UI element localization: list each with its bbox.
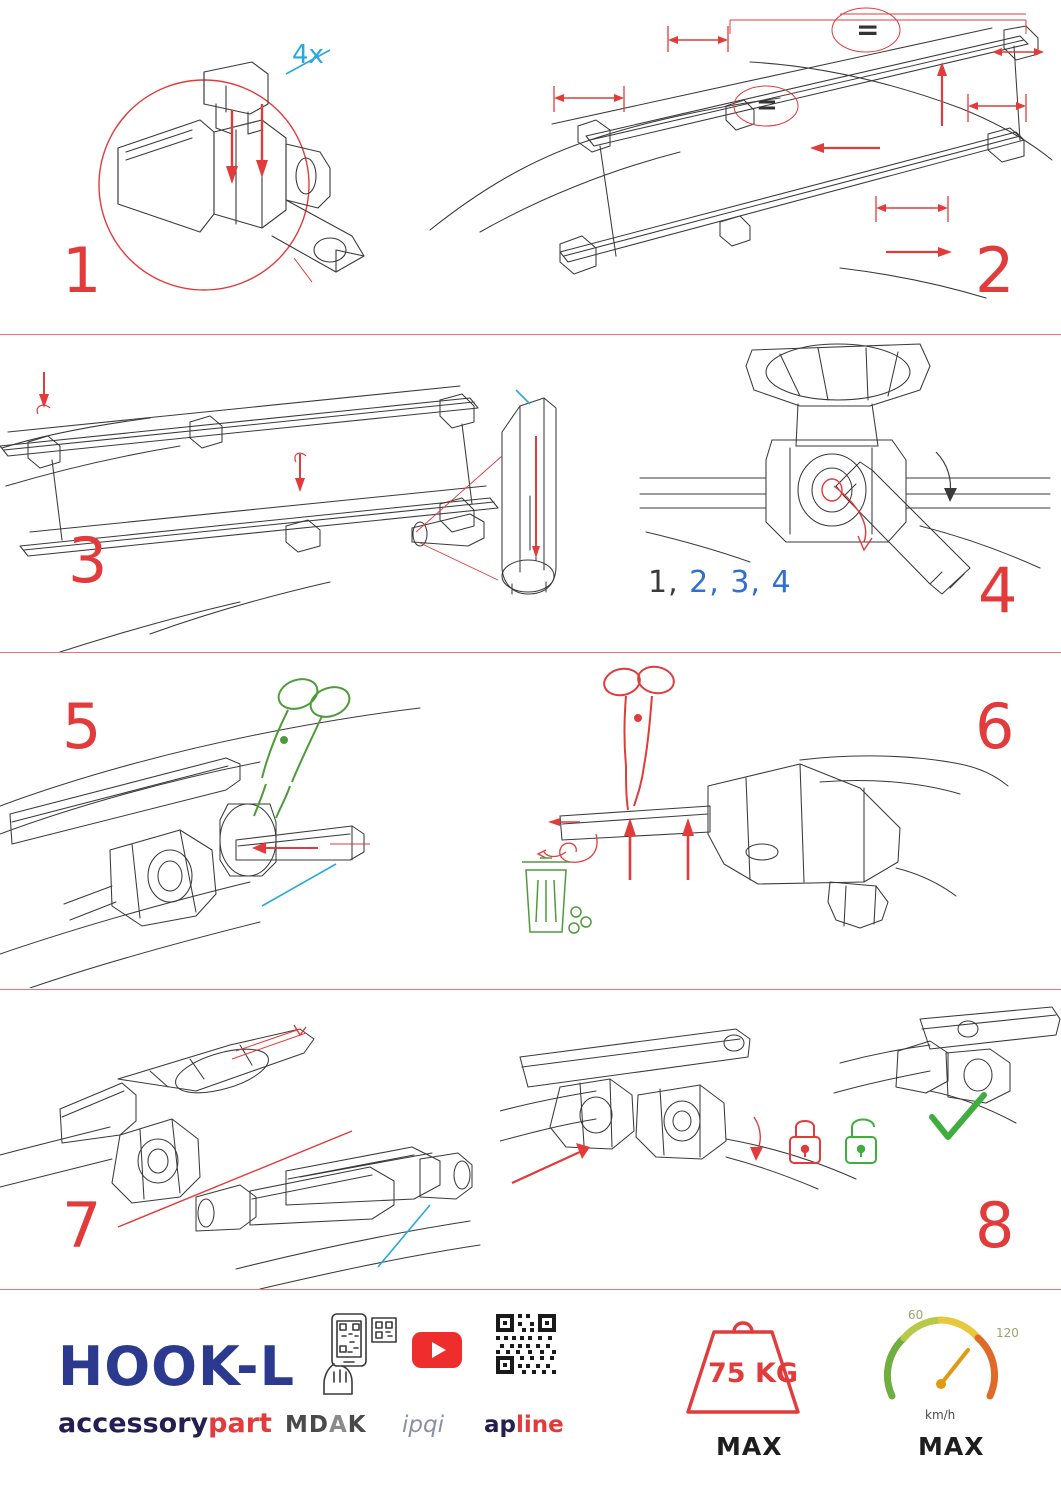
step-8-number: 8 (975, 1189, 1015, 1262)
step-2-illustration (420, 0, 1061, 334)
divider-1 (0, 334, 1061, 335)
step-3-panel (0, 336, 620, 652)
step-4-sequence (648, 565, 792, 600)
seq-1: 1, (648, 565, 679, 600)
gauge-max-label: 120 (996, 1326, 1019, 1340)
step-2-equal-symbol-top: = (856, 13, 880, 46)
partner-mdak: MDAK (285, 1412, 367, 1438)
step-3-number: 3 (68, 524, 108, 597)
speed-unit-label: km/h (925, 1408, 956, 1422)
step-1-panel (0, 0, 420, 334)
step-1-number: 1 (62, 234, 102, 307)
divider-3 (0, 989, 1061, 990)
partner-ipqi: ipqi (402, 1412, 444, 1438)
product-name: HOOK-L (58, 1335, 295, 1398)
qr-code-icon (494, 1312, 558, 1376)
step-5-panel (0, 654, 500, 988)
step-6-number: 6 (975, 690, 1015, 763)
step-2-panel (420, 0, 1061, 334)
youtube-icon[interactable] (412, 1332, 462, 1368)
step-4-number: 4 (978, 554, 1018, 627)
speed-max-label: MAX (918, 1432, 985, 1461)
partner-apline: apline (484, 1412, 564, 1438)
step-2-number: 2 (975, 234, 1015, 307)
step-3-illustration (0, 336, 620, 652)
seq-3: 3, (730, 565, 761, 600)
seq-4: 4 (771, 565, 792, 600)
footer (0, 1290, 1061, 1500)
weight-value: 75 KG (708, 1358, 799, 1389)
step-2-equal-symbol-mid: = (756, 90, 778, 120)
brand-name-part-a: accessory (58, 1408, 209, 1439)
step-7-panel (0, 991, 500, 1289)
phone-qr-scan-icon (320, 1312, 398, 1396)
step-8-panel (500, 991, 1061, 1289)
weight-max-label: MAX (716, 1432, 783, 1461)
divider-2 (0, 652, 1061, 653)
brand-name-part-b: part (208, 1408, 272, 1439)
brand-name (58, 1408, 272, 1439)
seq-2: 2, (689, 565, 720, 600)
step-1-qty-label: 4x (292, 40, 324, 70)
speedometer-icon (876, 1302, 1006, 1418)
step-4-panel (620, 336, 1061, 652)
step-7-number: 7 (62, 1189, 102, 1262)
step-5-number: 5 (62, 690, 102, 763)
step-6-panel (500, 654, 1061, 988)
gauge-min-label: 60 (908, 1308, 924, 1322)
